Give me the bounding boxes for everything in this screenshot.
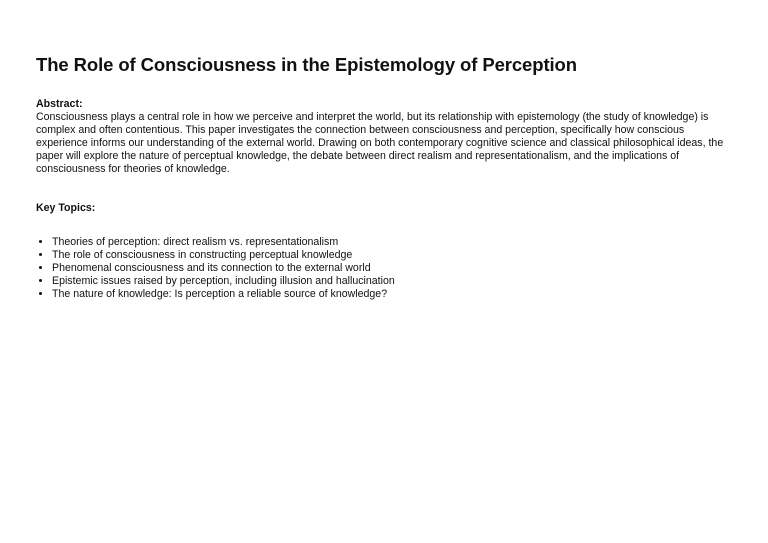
topic-item: • Theories of perception: direct realism vs. representationalism bbox=[52, 236, 732, 249]
abstract-section bbox=[36, 98, 734, 175]
topic-item: • Epistemic issues raised by perception, including illusion and hallucination bbox=[52, 275, 732, 288]
key-topics-heading: Key Topics: bbox=[36, 202, 96, 215]
abstract-label: Abstract: bbox=[36, 98, 83, 110]
abstract-text: Consciousness plays a central role in how we perceive and interpret the world, but its relationship with epistemology (the study of knowledge) is complex and often contentious. This paper investigates the connection between consciousness and perception, specifically how conscious experience informs our understanding of the external world. Drawing on both contemporary cognitive science and classical philosophical ideas, the paper will explore the nature of perceptual knowledge, the debate between direct realism and representationalism, and the implications of consciousness for theories of knowledge. bbox=[36, 110, 724, 175]
topic-item: • Phenomenal consciousness and its connection to the external world bbox=[52, 262, 732, 275]
document-title: The Role of Consciousness in the Epistemology of Perception bbox=[36, 54, 577, 75]
key-topics-list bbox=[36, 236, 732, 301]
topic-item: • The role of consciousness in constructing perceptual knowledge bbox=[52, 249, 732, 262]
topic-item: • The nature of knowledge: Is perception a reliable source of knowledge? bbox=[52, 288, 732, 301]
